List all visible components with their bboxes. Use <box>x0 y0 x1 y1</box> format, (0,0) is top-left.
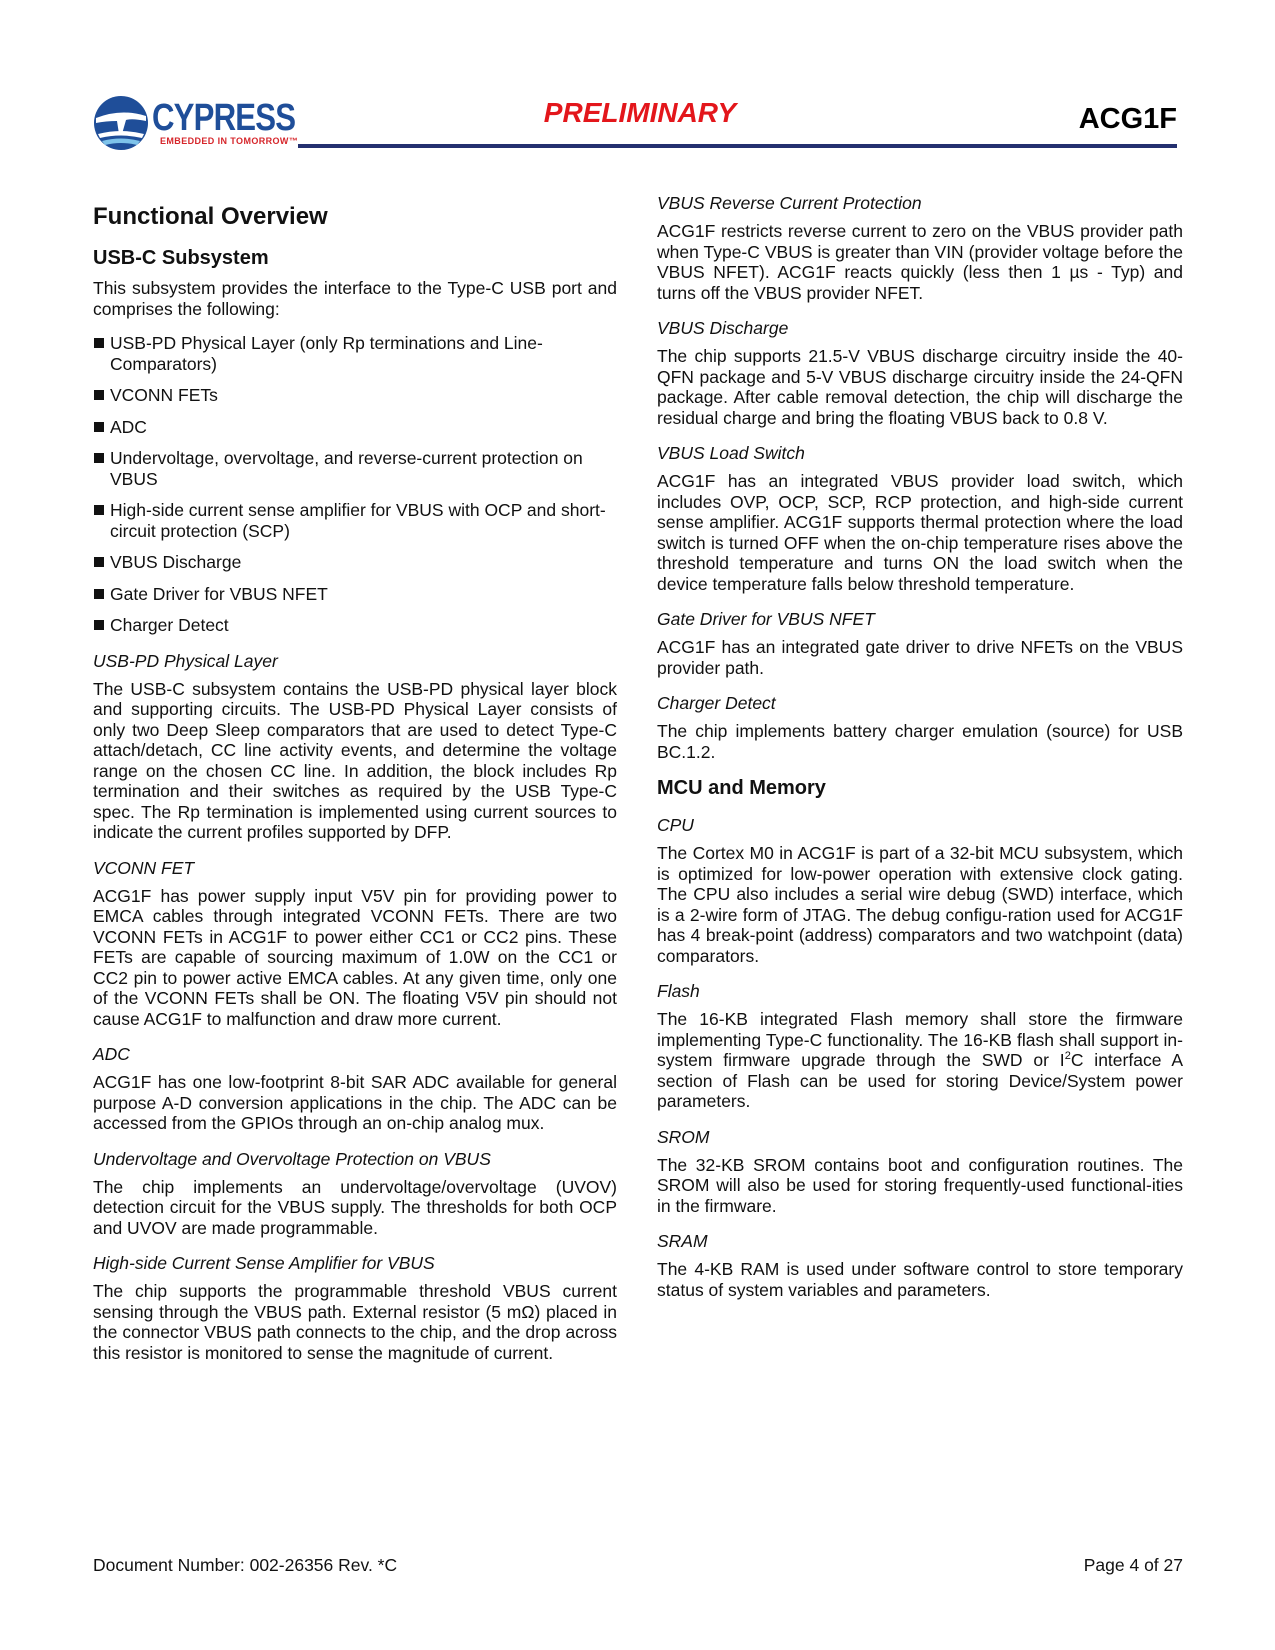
phy-heading: USB-PD Physical Layer <box>93 650 278 671</box>
page-number: Page 4 of 27 <box>1083 1555 1183 1575</box>
uvov-text: The chip implements an undervoltage/overvoltage (UVOV) detection circuit for the VBUS supply. The thresholds for both OCP and UVOV are made programmable. <box>93 1176 617 1238</box>
load-switch-text: ACG1F has an integrated VBUS provider load switch, which includes OVP, OCP, SCP, RCP protection, and high-side current sense amplifier. ACG1F supports thermal protection where the load switch is turned OFF when the on-chip temperature rises above the threshold temperature and turns ON the load switch when the device temperature falls below threshold temperature. <box>657 471 1183 594</box>
list-item: Undervoltage, overvoltage, and reverse-current protection on VBUS <box>93 448 617 489</box>
adc-heading: ADC <box>93 1044 130 1064</box>
list-item: Gate Driver for VBUS NFET <box>93 584 617 605</box>
uvov-heading: Undervoltage and Overvoltage Protection on VBUS <box>93 1148 491 1169</box>
usbc-intro: This subsystem provides the interface to the Type-C USB port and comprises the following: <box>93 278 617 319</box>
list-item: Charger Detect <box>93 615 617 636</box>
document-number: Document Number: 002-26356 Rev. *C <box>93 1555 398 1575</box>
cypress-tree-icon <box>92 94 150 152</box>
flash-text-b: C interface A section of Flash can be used for storing Device/System power parameters. <box>657 1050 1183 1111</box>
csa-text: The chip supports the programmable threshold VBUS current sensing through the VBUS path. External resistor (5 mΩ) placed in the connector VBUS path connects to the chip, and the drop across this resistor is monitored to sense the magnitude of current. <box>93 1281 617 1363</box>
rcp-heading: VBUS Reverse Current Protection <box>657 193 922 213</box>
left-column <box>93 192 617 1377</box>
vconn-heading: VCONN FET <box>93 857 195 878</box>
usbc-feature-list <box>93 333 617 636</box>
phy-text: The USB-C subsystem contains the USB-PD physical layer block and supporting circuits. The USB-PD Physical Layer consists of only two Deep Sleep comparators that are used to detect Type-C attach/detach, CC line activity events, and determine the voltage range on the chosen CC line. In addition, the block includes Rp termination and their switches as required by the USB Type-C spec. The Rp termination is implemented using current sources to indicate the current profiles supported by DFP. <box>93 678 617 842</box>
gate-driver-text: ACG1F has an integrated gate driver to drive NFETs on the VBUS provider path. <box>657 637 1183 678</box>
flash-text <box>657 1009 1183 1112</box>
sram-heading: SRAM <box>657 1231 708 1251</box>
charger-heading: Charger Detect <box>657 693 776 713</box>
list-item: USB-PD Physical Layer (only Rp terminations and Line-Comparators) <box>93 333 617 374</box>
preliminary-label: PRELIMINARY <box>543 97 737 128</box>
list-item: ADC <box>93 417 617 438</box>
cpu-heading: CPU <box>657 815 694 835</box>
right-column <box>657 192 1183 1314</box>
flash-text-sup: 2 <box>1064 1050 1071 1063</box>
flash-text-a: The 16-KB integrated Flash memory shall store the firmware implementing Type-C functionality. The 16-KB flash shall support in-system firmware upgrade through the SWD or I <box>657 1009 1183 1070</box>
discharge-heading: VBUS Discharge <box>657 318 789 338</box>
section-title: Functional Overview <box>93 203 328 230</box>
list-item: VCONN FETs <box>93 385 617 406</box>
vconn-text: ACG1F has power supply input V5V pin for providing power to EMCA cables through integrated VCONN FETs. There are two VCONN FETs in ACG1F to power either CC1 or CC2 pins. These FETs are capable of sourcing maximum of 1.0W on the CC1 or CC2 pin to power active EMCA cables. At any given time, only one of the VCONN FETs shall be ON. The floating V5V pin should not cause ACG1F to malfunction and draw more current. <box>93 885 617 1029</box>
discharge-text: The chip supports 21.5-V VBUS discharge circuitry inside the 40-QFN package and 5-V VBUS discharge circuitry inside the 24-QFN package. After cable removal detection, the chip will discharge the residual charge and bring the floating VBUS back to 0.8 V. <box>657 346 1183 428</box>
part-number: ACG1F <box>1078 103 1177 135</box>
rcp-text: ACG1F restricts reverse current to zero on the VBUS provider path when Type-C VBUS is greater than VIN (provider voltage before the VBUS NFET). ACG1F reacts quickly (less then 1 µs - Typ) and turns off the VBUS provider NFET. <box>657 221 1183 303</box>
logo-tagline: EMBEDDED IN TOMORROW™ <box>160 136 299 146</box>
csa-heading: High-side Current Sense Amplifier for VBUS <box>93 1253 435 1273</box>
logo-wordmark: CYPRESS <box>152 97 296 139</box>
gate-driver-heading: Gate Driver for VBUS NFET <box>657 609 875 629</box>
flash-heading: Flash <box>657 981 700 1001</box>
srom-heading: SROM <box>657 1126 710 1147</box>
adc-text: ACG1F has one low-footprint 8-bit SAR ADC available for general purpose A-D conversion applications in the chip. The ADC can be accessed from the GPIOs through an on-chip analog mux. <box>93 1072 617 1133</box>
usbc-heading: USB-C Subsystem <box>93 247 269 269</box>
list-item: High-side current sense amplifier for VBUS with OCP and short-circuit protection (SCP) <box>93 500 617 541</box>
cypress-logo <box>92 90 299 156</box>
load-switch-heading: VBUS Load Switch <box>657 443 805 463</box>
srom-text: The 32-KB SROM contains boot and configuration routines. The SROM will also be used for storing frequently-used functional-ities in the firmware. <box>657 1154 1183 1216</box>
cpu-text: The Cortex M0 in ACG1F is part of a 32-bit MCU subsystem, which is optimized for low-power operation with extensive clock gating. The CPU also includes a serial wire debug (SWD) interface, which is a 2-wire form of JTAG. The debug configu-ration used for ACG1F has 4 break-point (address) comparators and two watchpoint (data) comparators. <box>657 843 1183 966</box>
list-item: VBUS Discharge <box>93 552 617 573</box>
header-rule <box>298 144 1177 148</box>
charger-text: The chip implements battery charger emulation (source) for USB BC.1.2. <box>657 721 1183 762</box>
sram-text: The 4-KB RAM is used under software control to store temporary status of system variables and parameters. <box>657 1259 1183 1300</box>
mcu-heading: MCU and Memory <box>657 777 826 799</box>
